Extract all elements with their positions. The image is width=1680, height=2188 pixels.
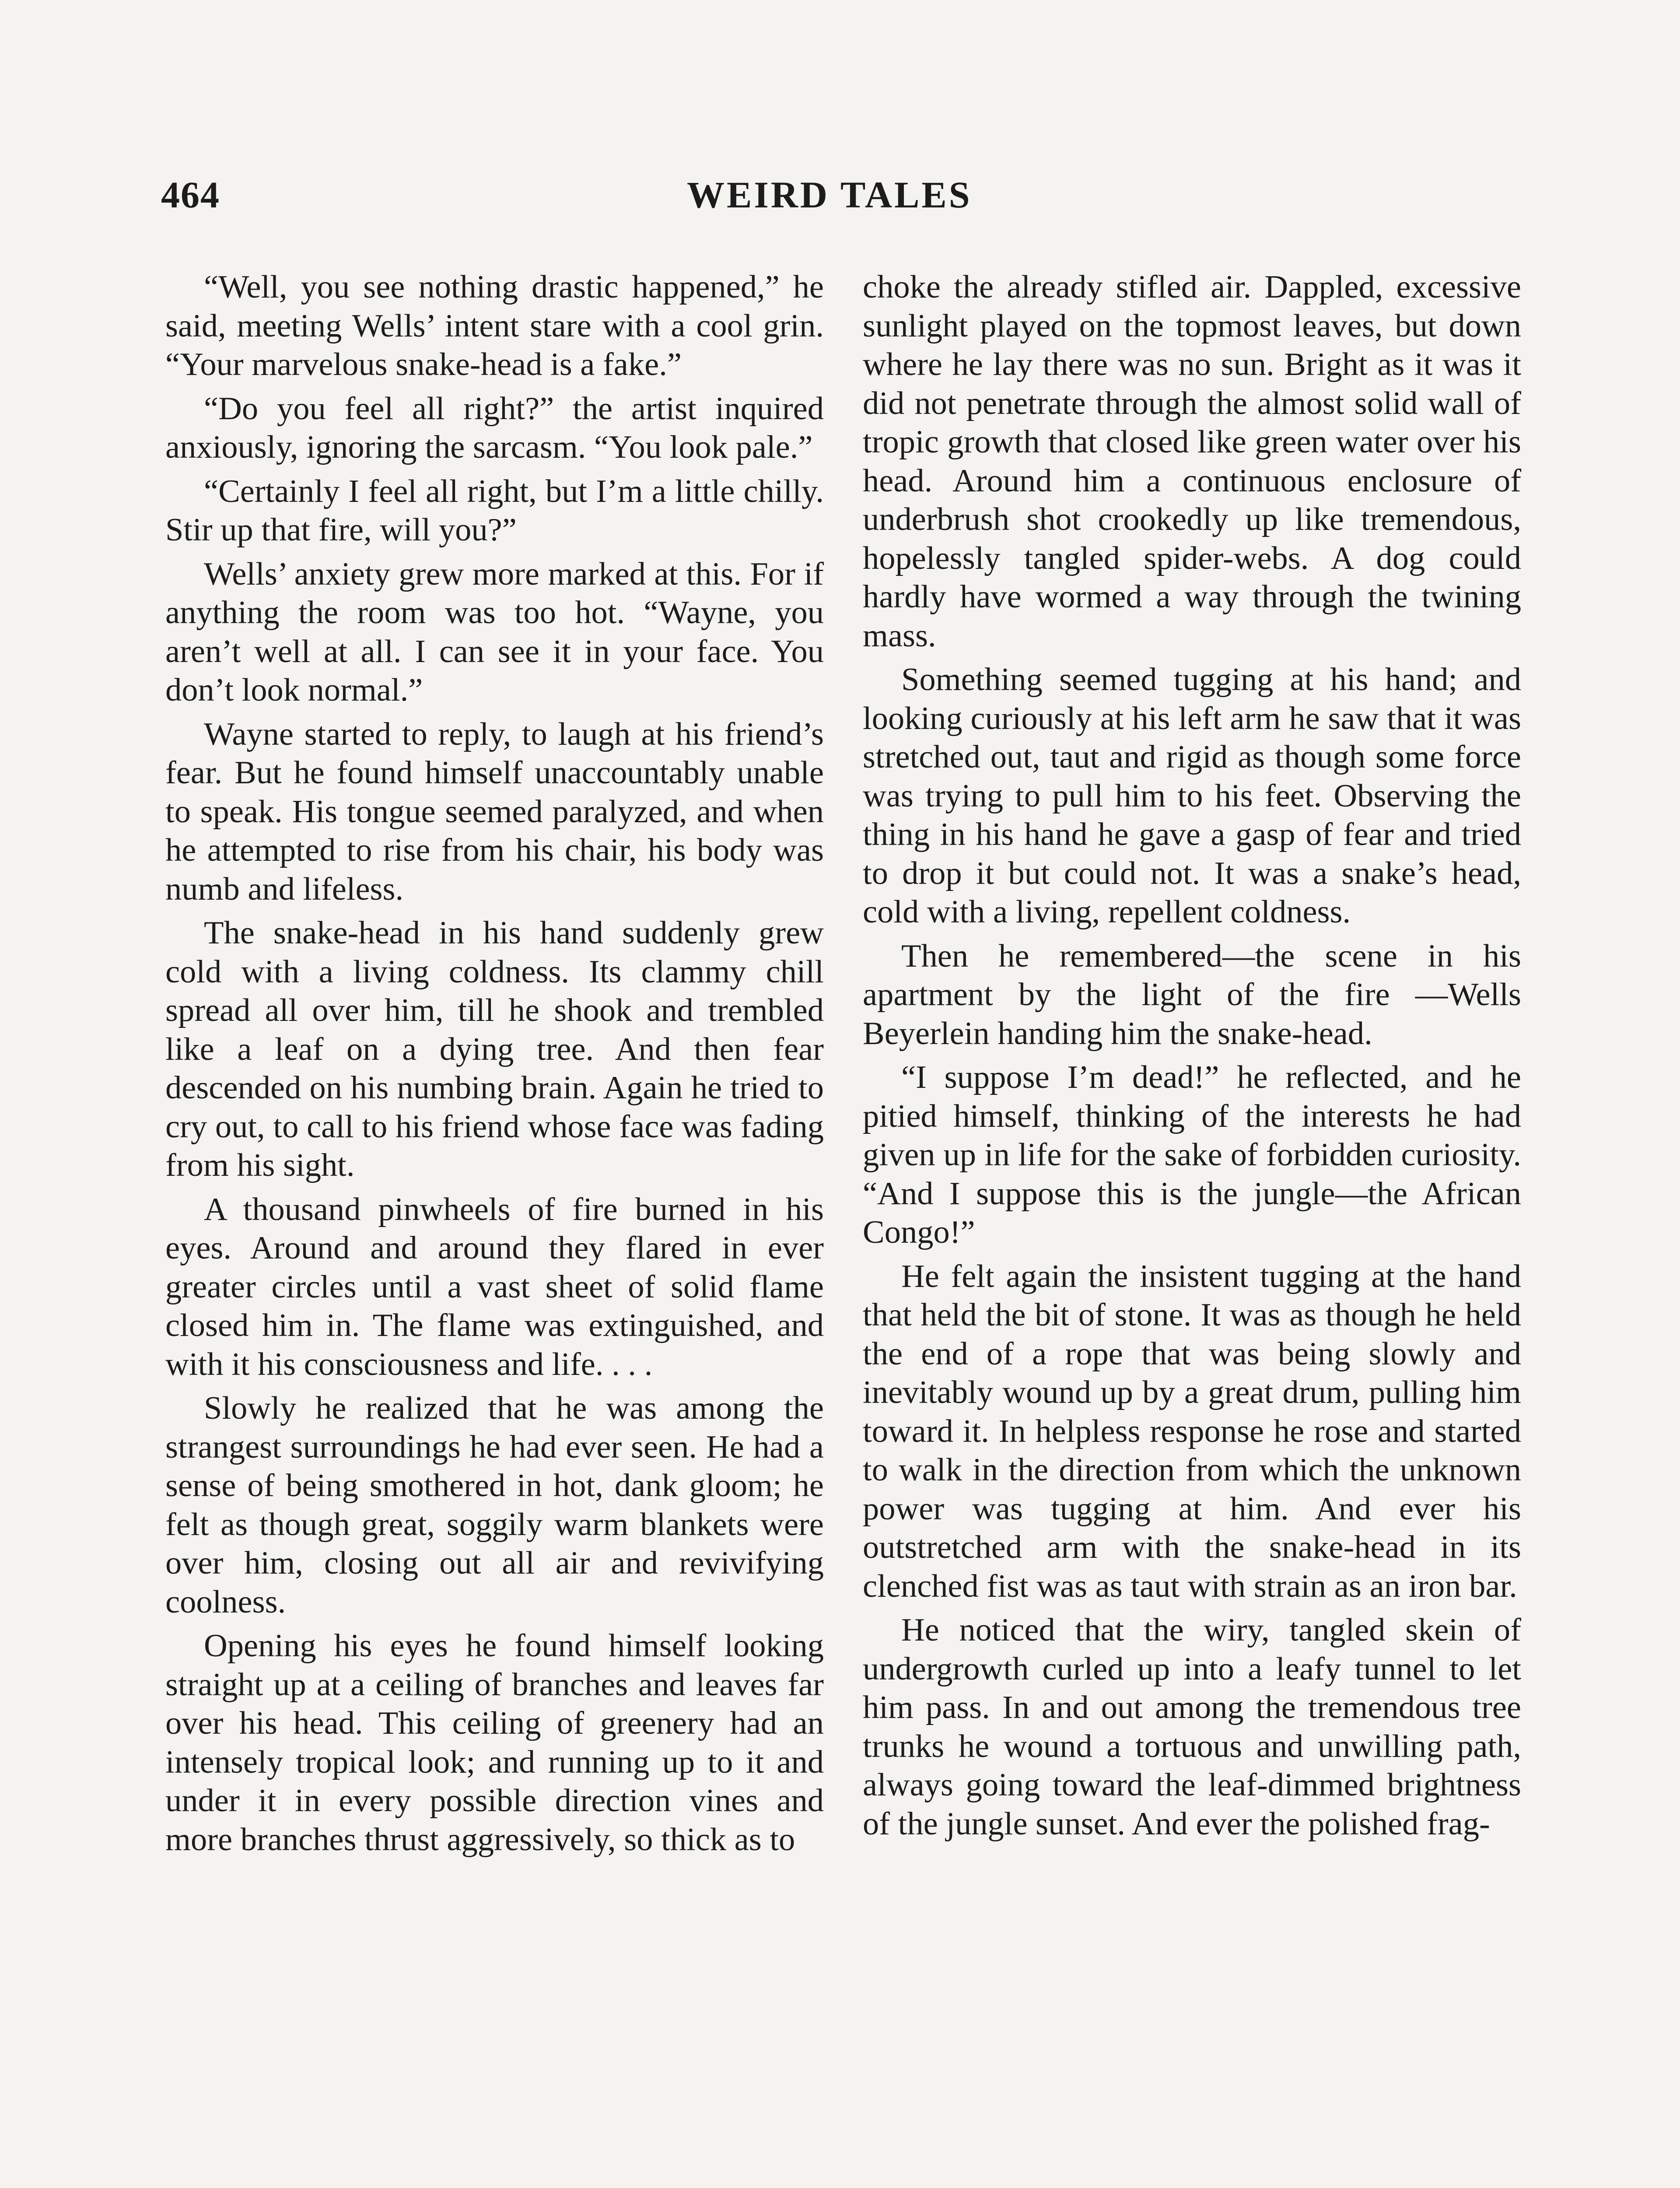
paragraph: Wayne started to reply, to laugh at his friend’s fear. But he found himself unaccountably unable to speak. His tongue seemed paralyzed, and when he attempted to rise from his chair, his body was numb and lifeless. bbox=[165, 716, 824, 907]
paragraph: Slowly he realized that he was among the strangest surroundings he had ever seen. He had a sense of being smothered in hot, dank gloom; he felt as though great, soggily warm blankets were over him, closing out all air and revivifying coolness. bbox=[165, 1390, 824, 1620]
paragraph: Wells’ anxiety grew more marked at this. For if anything the room was too hot. “Wayne, you aren’t well at all. I can see it in your face. You don’t look normal.” bbox=[165, 556, 824, 708]
paragraph: “Do you feel all right?” the artist inquired anxiously, ignoring the sarcasm. “You look pale.” bbox=[165, 390, 824, 465]
paragraph: He noticed that the wiry, tangled skein of undergrowth curled up into a leafy tunnel to let him pass. In and out among the tremendous tree trunks he wound a tortuous and unwilling path, always going toward the leaf-dimmed brightness of the jungle sunset. And ever the polished frag- bbox=[863, 1612, 1521, 1842]
paragraph: He felt again the insistent tugging at the hand that held the bit of stone. It was as though he held the end of a rope that was being slowly and inevitably wound up by a great drum, pulling him toward it. In helpless response he rose and started to walk in the direction from which the unknown power was tugging at him. And ever his outstretched arm with the snake-head in its clenched fist was as taut with strain as an iron bar. bbox=[863, 1258, 1521, 1604]
paragraph: “Well, you see nothing drastic happened,” he said, meeting Wells’ intent stare with a cool grin. “Your marvelous snake-head is a fake.” bbox=[165, 269, 824, 382]
running-title: WEIRD TALES bbox=[687, 174, 972, 216]
right-column bbox=[863, 268, 1521, 1848]
page-number: 464 bbox=[161, 174, 220, 216]
paragraph: Opening his eyes he found himself looking straight up at a ceiling of branches and leaves far over his head. This ceiling of greenery had an intensely tropical look; and running up to it and under it in every possible direction vines and more branches thrust aggressively, so thick as to bbox=[165, 1628, 824, 1858]
page-header bbox=[0, 173, 1680, 225]
paragraph: A thousand pinwheels of fire burned in his eyes. Around and around they flared in ever greater circles until a vast sheet of solid flame closed him in. The flame was extinguished, and with it his consciousness and life. . . . bbox=[165, 1191, 824, 1382]
paragraph: Then he remembered—the scene in his apartment by the light of the fire —Wells Beyerlein handing him the snake-head. bbox=[863, 938, 1521, 1052]
left-column bbox=[165, 268, 824, 1864]
paragraph: The snake-head in his hand suddenly grew cold with a living coldness. Its clammy chill spread all over him, till he shook and trembled like a leaf on a dying tree. And then fear descended on his numbing brain. Again he tried to cry out, to call to his friend whose face was fading from his sight. bbox=[165, 915, 824, 1183]
paragraph: “Certainly I feel all right, but I’m a little chilly. Stir up that fire, will you?” bbox=[165, 473, 824, 548]
paragraph: Something seemed tugging at his hand; and looking curiously at his left arm he saw that it was stretched out, taut and rigid as though some force was trying to pull him to his feet. Observing the thing in his hand he gave a gasp of fear and tried to drop it but could not. It was a snake’s head, cold with a living, repellent coldness. bbox=[863, 662, 1521, 930]
paragraph-continued: choke the already stifled air. Dappled, excessive sunlight played on the topmost leaves, but down where he lay there was no sun. Bright as it was it did not penetrate through the almost solid wall of tropic growth that closed like green water over his head. Around him a continuous enclosure of underbrush shot crookedly up like tremendous, hopelessly tangled spider-webs. A dog could hardly have wormed a way through the twining mass. bbox=[863, 269, 1521, 654]
paragraph: “I suppose I’m dead!” he reflected, and he pitied himself, thinking of the interests he had given up in life for the sake of forbidden curiosity. “And I suppose this is the jungle—the African Congo!” bbox=[863, 1059, 1521, 1250]
